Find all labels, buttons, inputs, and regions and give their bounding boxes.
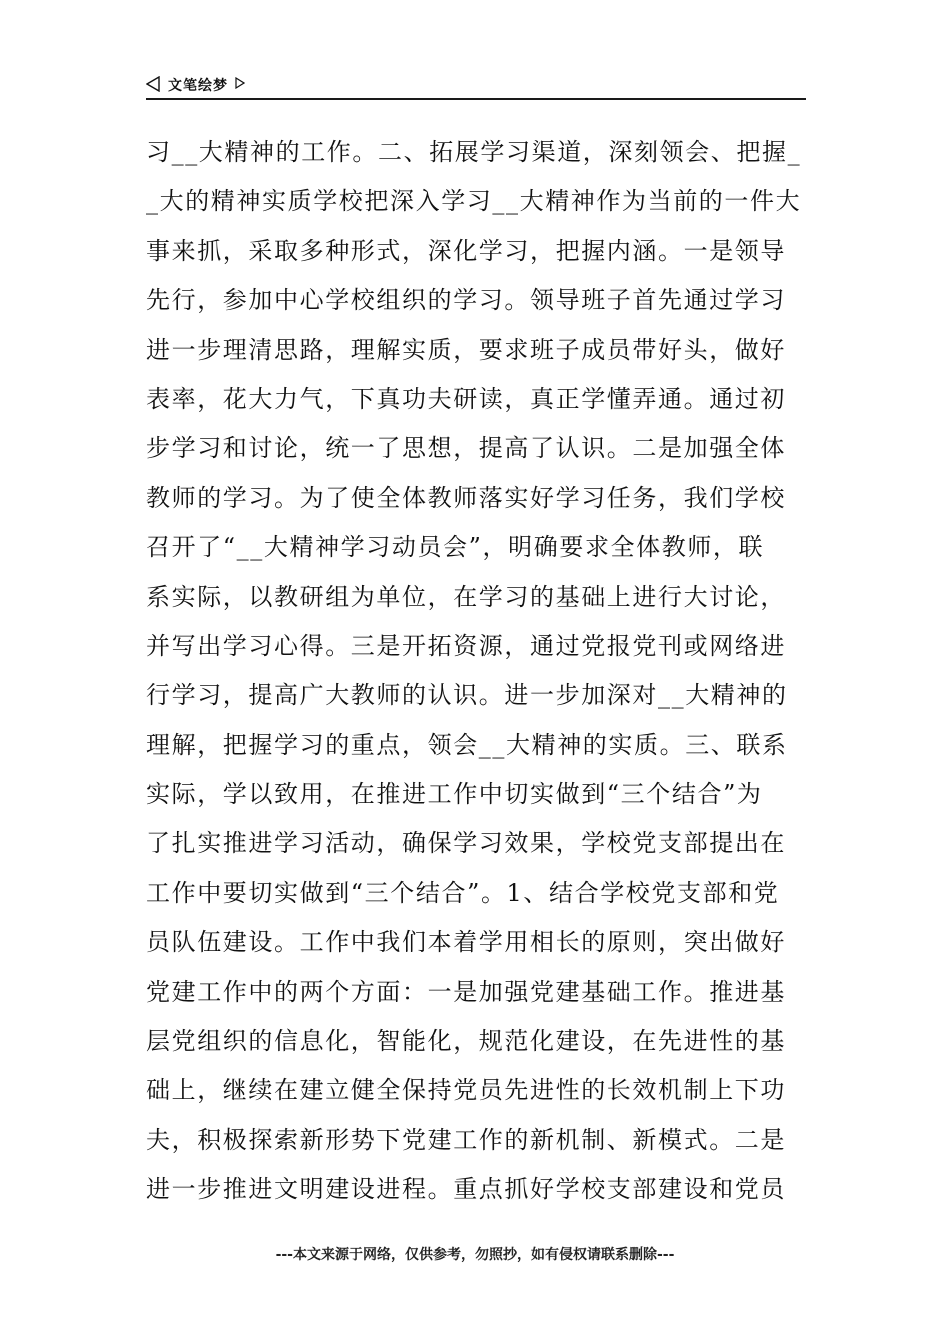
text-line: 表率，花大力气，下真功夫研读，真正学懂弄通。通过初 [146,384,786,413]
text-line: 工作中要切实做到“三个结合”。1、结合学校党支部和党 [146,878,780,907]
text-line: 了扎实推进学习活动，确保学习效果，学校党支部提出在 [146,829,786,858]
text-line: 召开了“__大精神学习动员会”，明确要求全体教师，联 [146,533,765,562]
text-line: 教师的学习。为了使全体教师落实好学习任务，我们学校 [146,483,786,512]
text-line: 础上，继续在建立健全保持党员先进性的长效机制上下功 [146,1076,786,1105]
text-line: 事来抓，采取多种形式，深化学习，把握内涵。一是领导 [146,236,786,265]
text-line: 员队伍建设。工作中我们本着学用相长的原则，突出做好 [146,928,786,957]
text-line: 党建工作中的两个方面：一是加强党建基础工作。推进基 [146,977,786,1006]
text-line: 夫，积极探索新形势下党建工作的新机制、新模式。二是 [146,1125,786,1154]
text-line: 习__大精神的工作。二、拓展学习渠道，深刻领会、把握_ [146,138,802,166]
text-line: 步学习和讨论，统一了思想，提高了认识。二是加强全体 [146,434,786,463]
header-title: 文笔绘梦 [168,78,228,94]
text-line: 理解，把握学习的重点，领会__大精神的实质。三、联系 [146,730,788,759]
document-body [146,128,808,1215]
page-header [146,72,806,100]
triangle-right-icon [235,77,245,89]
text-line: 先行，参加中心学校组织的学习。领导班子首先通过学习 [146,286,786,315]
text-line: 进一步推进文明建设进程。重点抓好学校支部建设和党员 [146,1175,786,1204]
text-line: 实际，学以致用，在推进工作中切实做到“三个结合”为 [146,780,763,809]
triangle-left-icon [146,76,160,92]
footer-disclaimer: ---本文来源于网络，仅供参考，勿照抄，如有侵权请联系删除--- [275,1247,675,1263]
text-line: 并写出学习心得。三是开拓资源，通过党报党刊或网络进 [146,631,786,660]
text-line: _大的精神实质学校把深入学习__大精神作为当前的一件大 [146,187,802,216]
text-line: 进一步理清思路，理解实质，要求班子成员带好头，做好 [146,335,786,364]
text-line: 行学习，提高广大教师的认识。进一步加深对__大精神的 [146,681,788,710]
text-line: 层党组织的信息化，智能化，规范化建设，在先进性的基 [146,1027,786,1056]
text-line: 系实际，以教研组为单位，在学习的基础上进行大讨论， [146,582,786,611]
